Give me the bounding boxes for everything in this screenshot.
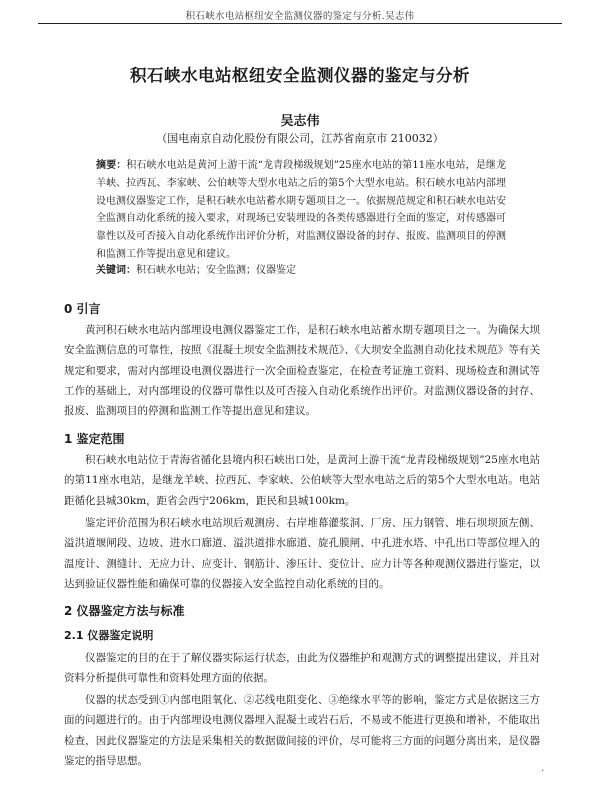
scope-paragraph-1: 积石峡水电站位于青海省循化县境内积石峡出口处，是黄河上游干流“龙青段梯级规划”25座水电站的第11座水电站，是继龙羊峡、拉西瓦、李家峡、公伯峡等大型水电站之后的第5个大型水电站。电站距循化县城30km，距省会西宁206km，距民和县城100km。 bbox=[64, 454, 540, 507]
subsection-heading-2-1: 2.1 仪器鉴定说明 bbox=[64, 629, 154, 642]
intro-paragraph: 黄河积石峡水电站内部埋设电测仪器鉴定工作，是积石峡水电站蓄水期专题项目之一。为确保大坝安全监测信息的可靠性，按照《混凝土坝安全监测技术规范》、《大坝安全监测自动化技术规范》等有关规定和要求，需对内部埋设电测仪器进行一次全面检查鉴定，在检查考证施工资料、现场检查和测试等工作的基础上，对内部埋设的仪器可靠性以及可否接入自动化系统作出评价。对监测仪器设备的封存、报废、监测项目的停测和监测工作等提出意见和建议。 bbox=[64, 324, 540, 418]
author-affiliation: （国电南京自动化股份有限公司，江苏省南京市 210032） bbox=[156, 132, 444, 145]
running-header: 积石峡水电站枢纽安全监测仪器的鉴定与分析.吴志伟 bbox=[185, 11, 415, 22]
methods-paragraph-2: 仪器的状态受到①内部电阻氧化、②芯线电阻变化、③绝缘水平等的影响，鉴定方式是依据这三方面的问题进行的。由于内部埋设电测仪器埋入混凝土或岩石后，不易或不能进行更换和增补，不能取出检查，因此仪器鉴定的方法是采集相关的数据做间接的评价，尽可能将三方面的问题分离出来，是仪器鉴定的指导思想。 bbox=[64, 694, 540, 767]
section-heading-intro: 0 引言 bbox=[64, 302, 101, 316]
keywords-text: 积石峡水电站；安全监测；仪器鉴定 bbox=[136, 265, 296, 276]
methods-paragraph-1: 仪器鉴定的目的在于了解仪器实际运行状态，由此为仪器维护和观测方式的调整提出建议，并且对资料分析提供可靠性和资料处理方面的依据。 bbox=[64, 652, 540, 685]
section-heading-methods: 2 仪器鉴定方法与标准 bbox=[64, 604, 185, 618]
paper-title: 积石峡水电站枢纽安全监测仪器的鉴定与分析 bbox=[130, 66, 470, 85]
abstract-text: 积石峡水电站是黄河上游干流“龙青段梯级规划”25座水电站的第11座水电站，是继龙羊峡、拉西瓦、李家峡、公伯峡等大型水电站之后的第5个大型水电站。积石峡水电站内部埋设电测仪器鉴定工作，是积石峡水电站蓄水期专题项目之一。依据规范规定和积石峡水电站安全监测自动化系统的接入要求，对现场已安装埋设的各类传感器进行全面的鉴定，对传感器可靠性以及可否接入自动化系统作出评价分析，对监测仪器设备的封存、报废、监测项目的停测和监测工作等提出意见和建议。 bbox=[96, 160, 506, 260]
keywords-label: 关键词： bbox=[96, 265, 136, 276]
abstract bbox=[96, 157, 506, 264]
section-heading-scope: 1 鉴定范围 bbox=[64, 432, 125, 446]
header-rule bbox=[38, 23, 562, 24]
author-name: 吴志伟 bbox=[280, 114, 320, 129]
scope-paragraph-2: 鉴定评价范围为积石峡水电站坝后观测房、右岸堆幕灌浆洞、厂房、压力钢管、堆石坝坝顶左侧、溢洪道堰闸段、边坡、进水口廊道、溢洪道排水廊道、旋孔膜闸、中孔进水塔、中孔出口等部位埋入的温度计、测缝计、无应力计、应变计、钢筋计、渗压计、变位计、应力计等各种观测仪器进行鉴定，以达到验证仪器性能和确保可靠的仪器接入安全监控自动化系统的目的。 bbox=[64, 517, 540, 590]
page-edge-mark: · bbox=[540, 766, 544, 777]
abstract-label: 摘要： bbox=[96, 160, 127, 171]
keywords bbox=[96, 263, 506, 279]
